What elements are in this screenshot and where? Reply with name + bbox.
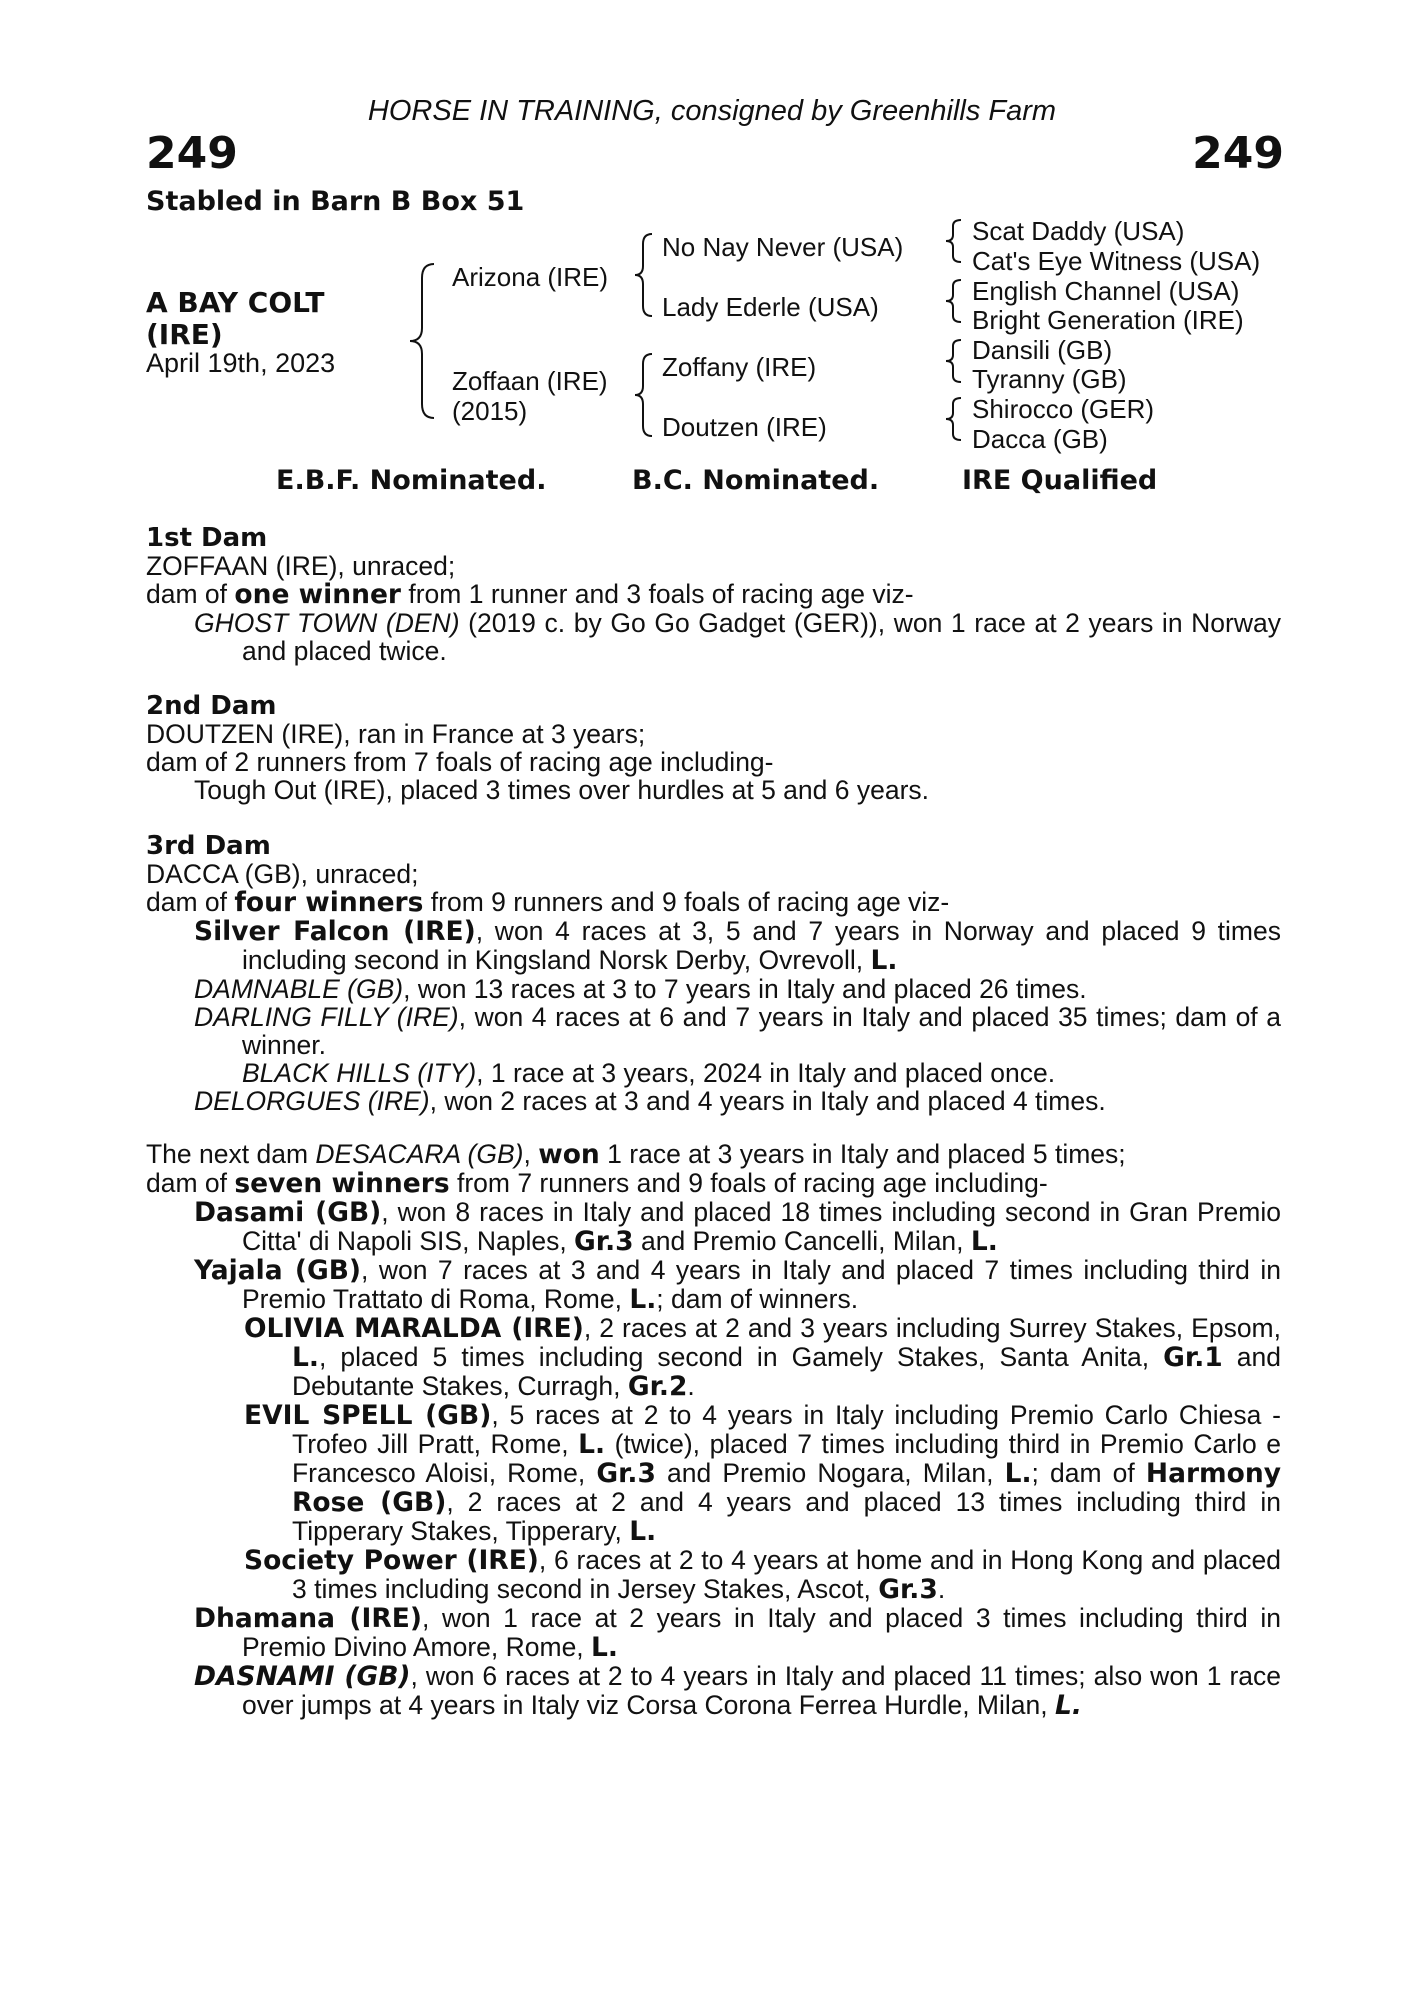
second-dam-section — [146, 692, 1281, 804]
third-dam-line2: dam of four winners from 9 runners and 9 foals of racing age viz- — [146, 887, 950, 918]
dam-name: Zoffaan (IRE) — [452, 366, 608, 396]
second-dam-line2: dam of 2 runners from 7 foals of racing age including- — [146, 747, 774, 777]
lot-number-right: 249 — [1192, 128, 1284, 179]
grandsire-4: Bright Generation (IRE) — [972, 305, 1244, 335]
lot-number-left: 249 — [146, 128, 238, 179]
third-dam-line1: DACCA (GB), unraced; — [146, 859, 419, 889]
pedigree-brace-sire — [632, 232, 656, 318]
horse-name-line1: A BAY COLT — [146, 286, 325, 319]
grandsire-6: Tyranny (GB) — [972, 364, 1127, 394]
stabled-location: Stabled in Barn B Box 51 — [146, 186, 525, 217]
grandsire-7: Shirocco (GER) — [972, 394, 1155, 424]
pedigree-brace-large — [408, 262, 438, 420]
next-dam-entry-dasami: Dasami (GB), won 8 races in Italy and placed 18 times including second in Gran Premio Citta' di Napoli SIS, Naples, Gr.3 and Premio Cancelli, Milan, L. — [194, 1197, 1281, 1257]
third-dam-entry-4: BLACK HILLS (ITY), 1 race at 3 years, 2024 in Italy and placed once. — [242, 1058, 1056, 1088]
next-dam-entry-dasnami: DASNAMI (GB), won 6 races at 2 to 4 years in Italy and placed 11 times; also won 1 race over jumps at 4 years in Italy viz Corsa Corona Ferrea Hurdle, Milan, L. — [194, 1661, 1281, 1721]
horse-name — [146, 287, 324, 351]
ire-qualified: IRE Qualified — [962, 465, 1158, 496]
grandsire-1: Scat Daddy (USA) — [972, 216, 1185, 246]
second-dam-heading: 2nd Dam — [146, 691, 277, 721]
dam-sire-name: Zoffany (IRE) — [662, 352, 817, 382]
next-dam-line1: The next dam DESACARA (GB), won 1 race at 3 years in Italy and placed 5 times; — [146, 1139, 1126, 1170]
second-dam-line1: DOUTZEN (IRE), ran in France at 3 years; — [146, 719, 646, 749]
next-dam-entry-dhamana: Dhamana (IRE), won 1 race at 2 years in Italy and placed 3 times including third in Premio Divino Amore, Rome, L. — [194, 1603, 1281, 1663]
next-dam-section — [146, 1140, 1281, 1720]
first-dam-line2: dam of one winner from 1 runner and 3 foals of racing age viz- — [146, 579, 914, 610]
next-dam-entry-society-power: Society Power (IRE), 6 races at 2 to 4 years at home and in Hong Kong and placed 3 times including second in Jersey Stakes, Ascot, Gr.3. — [244, 1545, 1281, 1605]
third-dam-entry-2: DAMNABLE (GB), won 13 races at 3 to 7 years in Italy and placed 26 times. — [194, 974, 1087, 1004]
next-dam-entry-olivia: OLIVIA MARALDA (IRE), 2 races at 2 and 3 years including Surrey Stakes, Epsom, L., placed 5 times including second in Gamely Stakes, Santa Anita, Gr.1 and Debutante Stakes, Curragh, Gr.2. — [244, 1313, 1282, 1402]
dam-year: (2015) — [452, 396, 528, 426]
pedigree-brace-g3 — [944, 338, 964, 384]
first-dam-section — [146, 524, 1281, 665]
pedigree-brace-g4 — [944, 396, 964, 442]
grandsire-8: Dacca (GB) — [972, 424, 1108, 454]
page-heading: HORSE IN TRAINING, consigned by Greenhills Farm — [367, 95, 1057, 127]
ebf-nomination: E.B.F. Nominated. — [276, 465, 547, 496]
third-dam-entry-1: Silver Falcon (IRE), won 4 races at 3, 5 and 7 years in Norway and placed 9 times including second in Kingsland Norsk Derby, Ovrevoll, L. — [194, 916, 1281, 976]
grandsire-5: Dansili (GB) — [972, 335, 1113, 365]
third-dam-entry-5: DELORGUES (IRE), won 2 races at 3 and 4 years in Italy and placed 4 times. — [194, 1086, 1106, 1116]
pedigree-brace-g1 — [944, 218, 964, 264]
sire-dam-name: Lady Ederle (USA) — [662, 292, 879, 322]
sire-name: Arizona (IRE) — [452, 262, 609, 292]
first-dam-heading: 1st Dam — [146, 523, 268, 553]
sire-sire-name: No Nay Never (USA) — [662, 232, 904, 262]
third-dam-entry-3: DARLING FILLY (IRE), won 4 races at 6 and 7 years in Italy and placed 35 times; dam of a winner. — [194, 1002, 1282, 1060]
horse-foaled-date: April 19th, 2023 — [146, 348, 336, 378]
grandsire-3: English Channel (USA) — [972, 276, 1240, 306]
pedigree-brace-dam — [632, 352, 656, 438]
dam-dam-name: Doutzen (IRE) — [662, 412, 827, 442]
next-dam-line2: dam of seven winners from 7 runners and 9 foals of racing age including- — [146, 1168, 1048, 1199]
first-dam-line1: ZOFFAAN (IRE), unraced; — [146, 551, 456, 581]
pedigree-brace-g2 — [944, 278, 964, 324]
horse-name-line2: (IRE) — [146, 318, 223, 351]
first-dam-entry: GHOST TOWN (DEN) (2019 c. by Go Go Gadget (GER)), won 1 race at 2 years in Norway and placed twice. — [194, 608, 1281, 666]
next-dam-entry-yajala: Yajala (GB), won 7 races at 3 and 4 years in Italy and placed 7 times including third in Premio Trattato di Roma, Rome, L.; dam of winners. — [194, 1255, 1281, 1315]
third-dam-heading: 3rd Dam — [146, 831, 271, 861]
second-dam-entry: Tough Out (IRE), placed 3 times over hurdles at 5 and 6 years. — [194, 775, 930, 805]
bc-nomination: B.C. Nominated. — [632, 465, 880, 496]
next-dam-entry-evil-spell: EVIL SPELL (GB), 5 races at 2 to 4 years in Italy including Premio Carlo Chiesa - Trofeo Jill Pratt, Rome, L. (twice), placed 7 times including third in Premio Carlo e Francesco Aloisi, Rome, Gr.3 and Premio Nogara, Milan, L.; dam of Harmony Rose (GB), 2 races at 2 and 4 years and placed 13 times including third in Tipperary Stakes, Tipperary, L. — [244, 1400, 1281, 1547]
grandsire-2: Cat's Eye Witness (USA) — [972, 246, 1261, 276]
third-dam-section — [146, 832, 1281, 1115]
